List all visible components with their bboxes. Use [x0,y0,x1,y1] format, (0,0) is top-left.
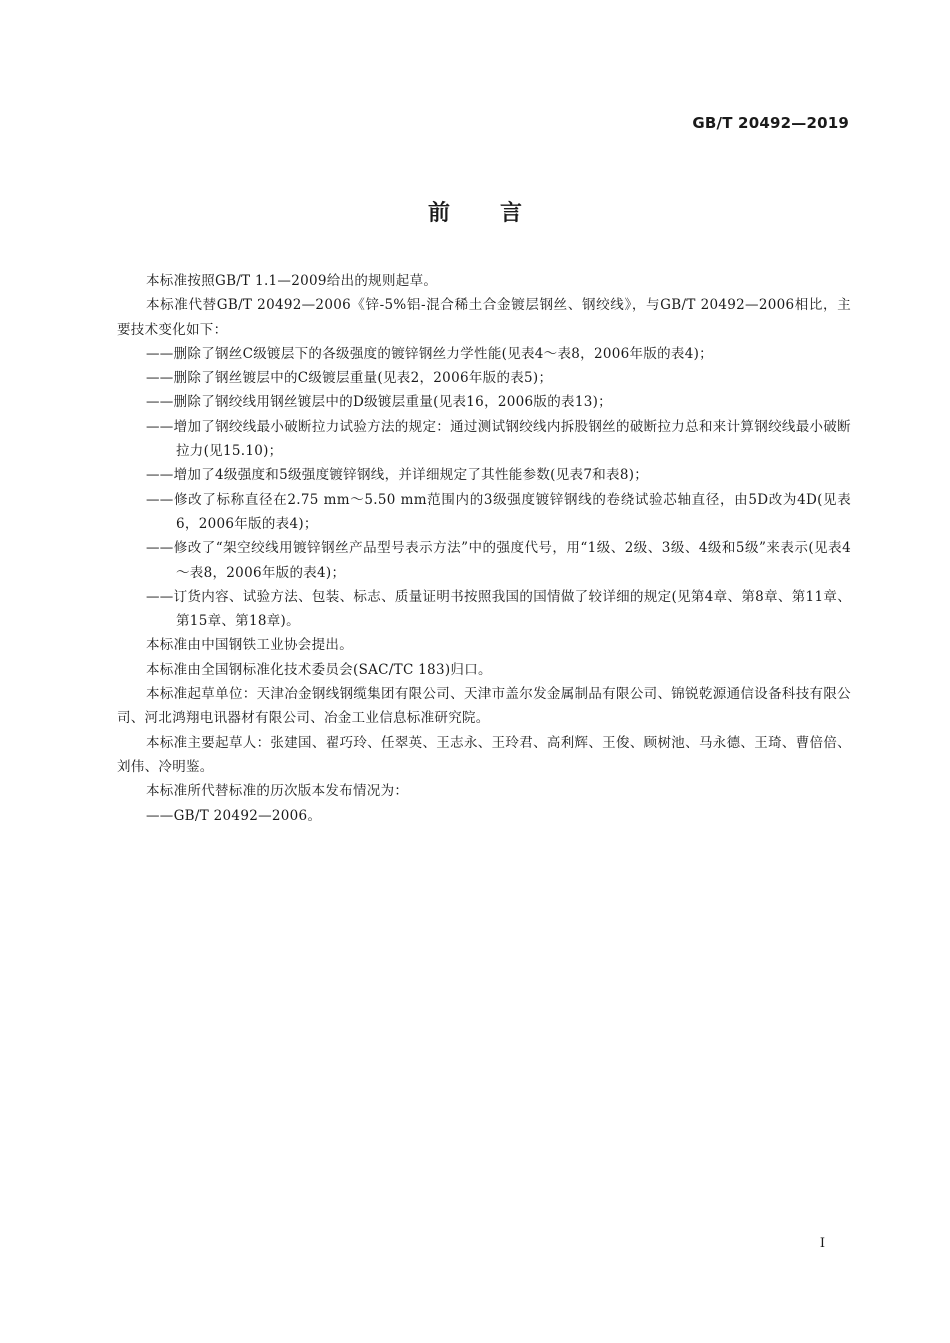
change-item: ——删除了钢丝镀层中的C级镀层重量(见表2，2006年版的表5)； [146,370,553,387]
change-item: ——增加了钢绞线最小破断拉力试验方法的规定：通过测试钢绞线内拆股钢丝的破断拉力总和来计算钢绞线最小破断拉力(见15.10)； [146,418,851,460]
paragraph-replaces: 本标准代替GB/T 20492—2006《锌-5%铝-混合稀土合金镀层钢丝、钢绞线》，与GB/T 20492—2006相比，主要技术变化如下： [117,297,851,338]
paragraph-drafting-units: 本标准起草单位：天津冶金钢线钢缆集团有限公司、天津市盖尔发金属制品有限公司、锦锐乾源通信设备科技有限公司、河北鸿翔电讯器材有限公司、冶金工业信息标准研究院。 [117,686,851,727]
change-item: ——增加了4级强度和5级强度镀锌钢线，并详细规定了其性能参数(见表7和表8)； [146,467,649,484]
standard-code: GB/T 20492—2019 [692,114,849,132]
page-number: I [819,1236,825,1251]
history-item: ——GB/T 20492—2006。 [146,807,322,824]
paragraph-drafting-rules: 本标准按照GB/T 1.1—2009给出的规则起草。 [146,273,438,289]
page-title: 前言 [427,201,572,226]
foreword-body [117,269,851,828]
change-item: ——订货内容、试验方法、包装、标志、质量证明书按照我国的国情做了较详细的规定(见第4章、第8章、第11章、第15章、第18章)。 [146,588,851,630]
change-item: ——删除了钢绞线用钢丝镀层中的D级镀层重量(见表16，2006版的表13)； [146,394,612,411]
change-item: ——修改了“架空绞线用镀锌钢丝产品型号表示方法”中的强度代号，用“1级、2级、3级、4级和5级”来表示(见表4～表8，2006年版的表4)； [146,540,851,581]
paragraph-committee: 本标准由全国钢标准化技术委员会(SAC/TC 183)归口。 [146,661,492,678]
change-item: ——删除了钢丝C级镀层下的各级强度的镀锌钢丝力学性能(见表4～表8，2006年版的表4)； [146,345,713,362]
change-list [117,342,851,634]
paragraph-proposer: 本标准由中国钢铁工业协会提出。 [146,637,353,654]
paragraph-drafters: 本标准主要起草人：张建国、翟巧玲、任翠英、王志永、王玲君、高利辉、王俊、顾树池、马永德、王琦、曹倍倍、刘伟、冷明鉴。 [117,734,851,775]
change-item: ——修改了标称直径在2.75 mm～5.50 mm范围内的3级强度镀锌钢线的卷绕试验芯轴直径，由5D改为4D(见表6，2006年版的表4)； [146,491,851,532]
paragraph-history-intro: 本标准所代替标准的历次版本发布情况为： [146,783,409,800]
